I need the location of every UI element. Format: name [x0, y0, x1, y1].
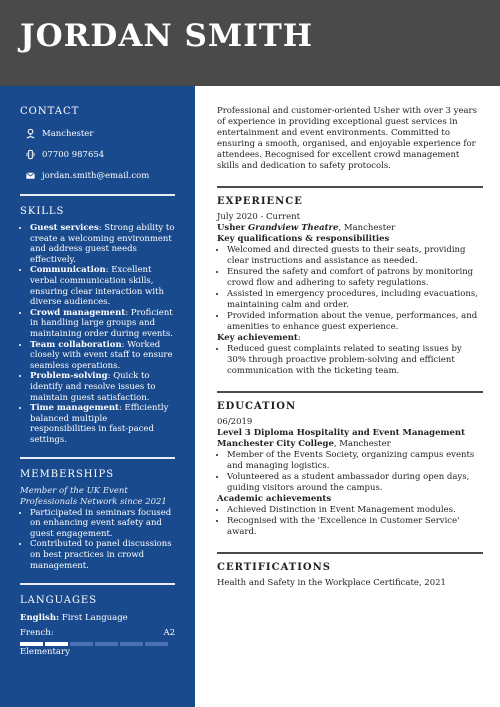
phone-icon	[22, 149, 38, 160]
experience-heading: EXPERIENCE	[217, 196, 303, 207]
divider	[217, 552, 483, 554]
contact-heading: CONTACT	[20, 106, 80, 117]
membership-org: Member of the UK Event Professionals Network since 2021	[20, 486, 167, 508]
contact-email-text[interactable]: jordan.smith@email.com	[42, 170, 150, 181]
sidebar	[0, 86, 195, 707]
education-date: 06/2019	[217, 417, 253, 427]
location-pin-icon	[22, 128, 38, 139]
skill-item: • Communication: Excellent verbal communication skills, ensuring clear interaction with diverse audiences.	[30, 265, 175, 307]
list-item: • Welcomed and directed guests to their seats, providing clear instructions and assistance as needed.	[227, 245, 483, 267]
education-list	[217, 450, 483, 494]
academic-achievements-list	[217, 505, 483, 538]
skills-list	[20, 223, 175, 445]
job-title-line	[217, 223, 483, 234]
job-role: Usher	[217, 223, 246, 233]
responsibilities-heading: Key qualifications & responsibilities	[217, 234, 390, 244]
achievement-list	[217, 344, 483, 377]
education-location: , Manchester	[333, 439, 391, 449]
language-row	[20, 628, 175, 638]
education-heading: EDUCATION	[217, 401, 297, 412]
native-language: English: First Language	[20, 613, 128, 624]
skill-item: • Guest services: Strong ability to create a welcoming environment and address guest needs effectively.	[30, 223, 175, 265]
education-degree: Level 3 Diploma Hospitality and Event Management	[217, 428, 466, 438]
header-banner	[0, 0, 500, 86]
divider	[20, 457, 175, 459]
list-item: • Ensured the safety and comfort of patrons by monitoring crowd flow and adhering to safety regulations.	[227, 267, 483, 289]
language-level-segment	[95, 642, 118, 646]
responsibilities-list	[217, 245, 483, 333]
languages-heading: LANGUAGES	[20, 595, 98, 607]
skill-item: • Crowd management: Proficient in handling large groups and maintaining order during events.	[30, 308, 175, 340]
language-level-text: Elementary	[20, 647, 70, 658]
language-level-segment	[145, 642, 168, 646]
list-item: • Provided information about the venue, performances, and amenities to enhance guest experience.	[227, 311, 483, 333]
divider	[217, 391, 483, 393]
divider	[20, 194, 175, 196]
academic-achievements-heading: Academic achievements	[217, 494, 332, 504]
list-item: • Contributed to panel discussions on best practices in crowd management.	[30, 539, 175, 571]
contact-phone	[20, 144, 175, 165]
job-dates: July 2020 - Current	[217, 212, 301, 222]
contact-email[interactable]	[20, 165, 175, 186]
education-school: Manchester City College	[217, 439, 334, 449]
language-level-segment	[70, 642, 93, 646]
certifications-heading: CERTIFICATIONS	[217, 562, 331, 573]
achievement-heading: Key achievement:	[217, 333, 301, 343]
list-item: • Member of the Events Society, organizing campus events and managing logistics.	[227, 450, 483, 472]
list-item: • Volunteered as a student ambassador during open days, guiding visitors around the campus.	[227, 472, 483, 494]
list-item: • Reduced guest complaints related to seating issues by 30% through proactive problem-solving and efficient communication with the ticketing team.	[227, 344, 483, 377]
list-item: • Assisted in emergency procedures, including evacuations, maintaining calm and order.	[227, 289, 483, 311]
job-employer: Grandview Theatre	[247, 223, 339, 233]
list-item: • Achieved Distinction in Event Management modules.	[227, 505, 483, 516]
list-item: • Recognised with the 'Excellence in Customer Service' award.	[227, 516, 483, 538]
skill-item: • Team collaboration: Worked closely with event staff to ensure seamless operations.	[30, 340, 175, 372]
language-name: French:	[20, 628, 54, 639]
language-level-code: A2	[163, 628, 175, 639]
membership-list	[20, 508, 175, 572]
candidate-name: JORDAN SMITH	[20, 18, 314, 54]
divider	[20, 583, 175, 585]
education-school-line	[217, 439, 483, 450]
email-icon	[22, 170, 38, 181]
divider	[217, 186, 483, 188]
skill-item: • Problem-solving: Quick to identify and resolve issues to maintain guest satisfaction.	[30, 371, 175, 403]
profile-summary: Professional and customer-oriented Usher with over 3 years of experience in providing exceptional guest services in entertainment and event environments. Committed to ensuring a smooth, organised, and enjoyable experience for attendees. Recognised for excellent crowd management skills and dedication to safety protocols.	[217, 106, 477, 171]
job-location: , Manchester	[338, 223, 396, 233]
certification-item: Health and Safety in the Workplace Certificate, 2021	[217, 578, 446, 588]
memberships-heading: MEMBERSHIPS	[20, 469, 115, 481]
main-content	[217, 106, 483, 589]
skill-item: • Time management: Efficiently balanced multiple responsibilities in fast-paced settings.	[30, 403, 175, 445]
language-level-segment	[120, 642, 143, 646]
contact-location-text: Manchester	[42, 128, 94, 139]
skills-heading: SKILLS	[20, 206, 65, 217]
contact-location	[20, 123, 175, 144]
list-item: • Participated in seminars focused on enhancing event safety and guest engagement.	[30, 508, 175, 540]
contact-phone-text: 07700 987654	[42, 149, 105, 160]
